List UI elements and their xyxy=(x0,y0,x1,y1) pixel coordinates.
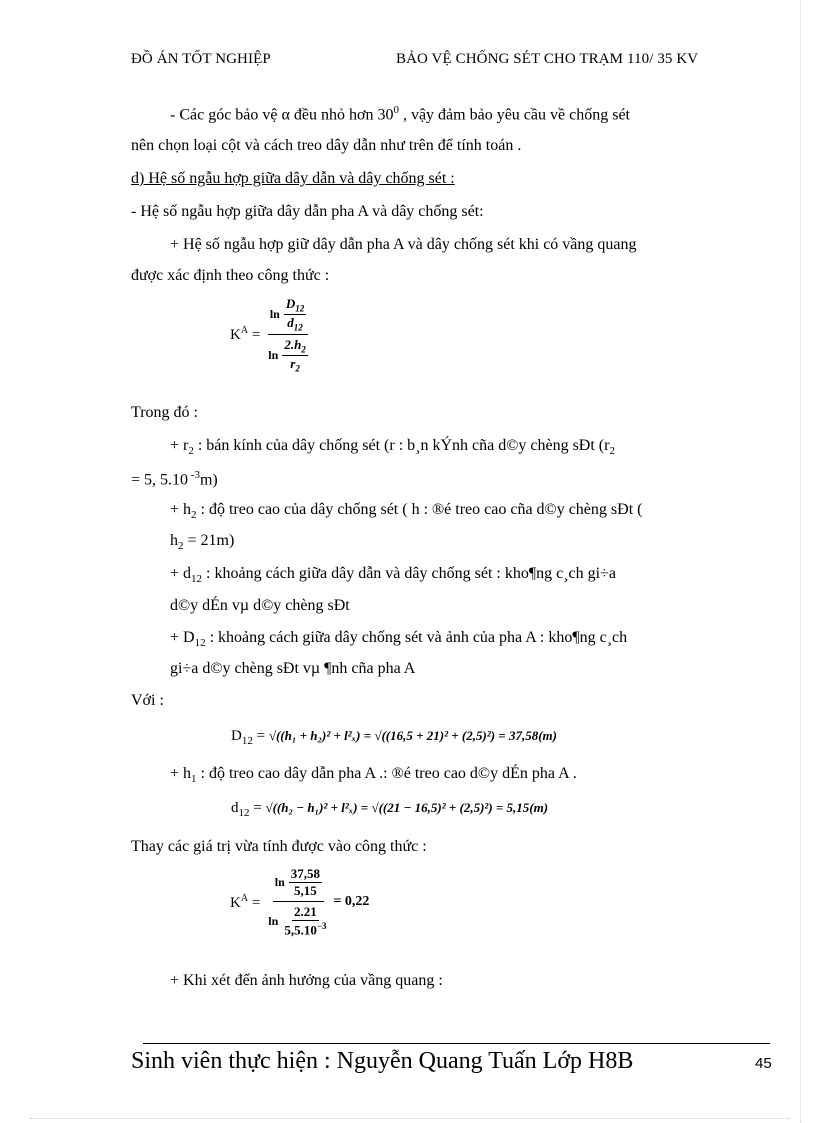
line-corona-1: + Hệ số ngẫu hợp giữ dây dẫn pha A và dây chống sét khi có vầng quang xyxy=(170,236,637,253)
def-D12: + $D_{12}$ : khoảng cách giữa dây chống sét và ảnh của pha A : kho¶ng c¸ch xyxy=(170,629,628,650)
def-r2-value: = 5, 5.10 $^{-3}$m) xyxy=(131,469,218,489)
line-corona-effect: + Khi xét đến ảnh hưởng của vầng quang : xyxy=(170,972,443,989)
para-protection-angle: - Các góc bảo vệ α đều nhỏ hơn $30^0$ , vậy đảm bảo yêu cầu về chống sét xyxy=(170,104,630,124)
equation-D12: $D_{12} = √((h_1 + h_2)^2 + l^2_x) = √((16,5 + 21)^2 + (2,5)^2) = 37,58(m)$ xyxy=(231,728,557,747)
page-bottom-edge xyxy=(30,1118,790,1119)
line-phase-a: - Hệ số ngẫu hợp giữa dây dẫn pha A và dây chống sét: xyxy=(131,203,484,220)
line-substitute: Thay các giá trị vừa tính được vào công thức : xyxy=(131,838,427,855)
equation-d12: $d_{12} = √((h_2 - h_1)^2 + l^2_x) = √((21 - 16,5)^2 + (2,5)^2) = 5,15(m)$ xyxy=(231,800,549,819)
equation-ka-result: $K^A$ = ln $\frac{37,58}{5,15}$ ln $\frac{2.21}{5,5.10^{-3}}$ = 0,22 xyxy=(230,866,370,938)
footer-student: Sinh viên thực hiện : Nguyễn Quang Tuấn Lớp H8B xyxy=(131,1048,634,1074)
page-number: 45 xyxy=(755,1055,772,1072)
def-h1: + $h_1$ : độ treo cao dây dẫn pha A .: ®é treo cao d©y dÉn pha A . xyxy=(170,765,577,786)
para-protection-angle-cont: nên chọn loại cột và cách treo dây dẫn như trên để tính toán . xyxy=(131,137,522,154)
header-right: BẢO VỆ CHỐNG SÉT CHO TRẠM 110/ 35 KV xyxy=(396,51,699,67)
def-D12-cont: gi÷a d©y chèng sÐt vµ ¶nh cña pha A xyxy=(170,660,416,677)
label-voi: Với : xyxy=(131,692,164,709)
header-left: ĐỒ ÁN TỐT NGHIỆP xyxy=(131,51,271,67)
def-h2-value: $h_2 = 21m$) xyxy=(170,532,235,553)
def-h2: + $h_2$ : độ treo cao của dây chống sét ( h : ®é treo cao cña d©y chèng sÐt ( xyxy=(170,501,643,522)
line-corona-2: được xác định theo công thức : xyxy=(131,267,330,284)
def-d12-cont: d©y dÉn vµ d©y chèng sÐt xyxy=(170,597,350,614)
def-d12: + $d_{12}$ : khoảng cách giữa dây dẫn và dây chống sét : kho¶ng c¸ch gi÷a xyxy=(170,565,616,586)
page-right-edge xyxy=(800,0,801,1123)
footer-divider xyxy=(143,1043,770,1044)
label-trong-do: Trong đó : xyxy=(131,404,198,421)
def-r2: + $r_2$ : bán kính của dây chống sét (r : b¸n kÝnh cña d©y chèng sÐt ($r_2$ xyxy=(170,437,615,458)
equation-ka-formula: $K^A$ = ln $\frac{D_{12}}{d_{12}}$ ln $\frac{2.h_2}{r_2}$ xyxy=(230,296,310,373)
section-heading-d: d) Hệ số ngẫu hợp giữa dây dẫn và dây chống sét : xyxy=(131,170,455,187)
